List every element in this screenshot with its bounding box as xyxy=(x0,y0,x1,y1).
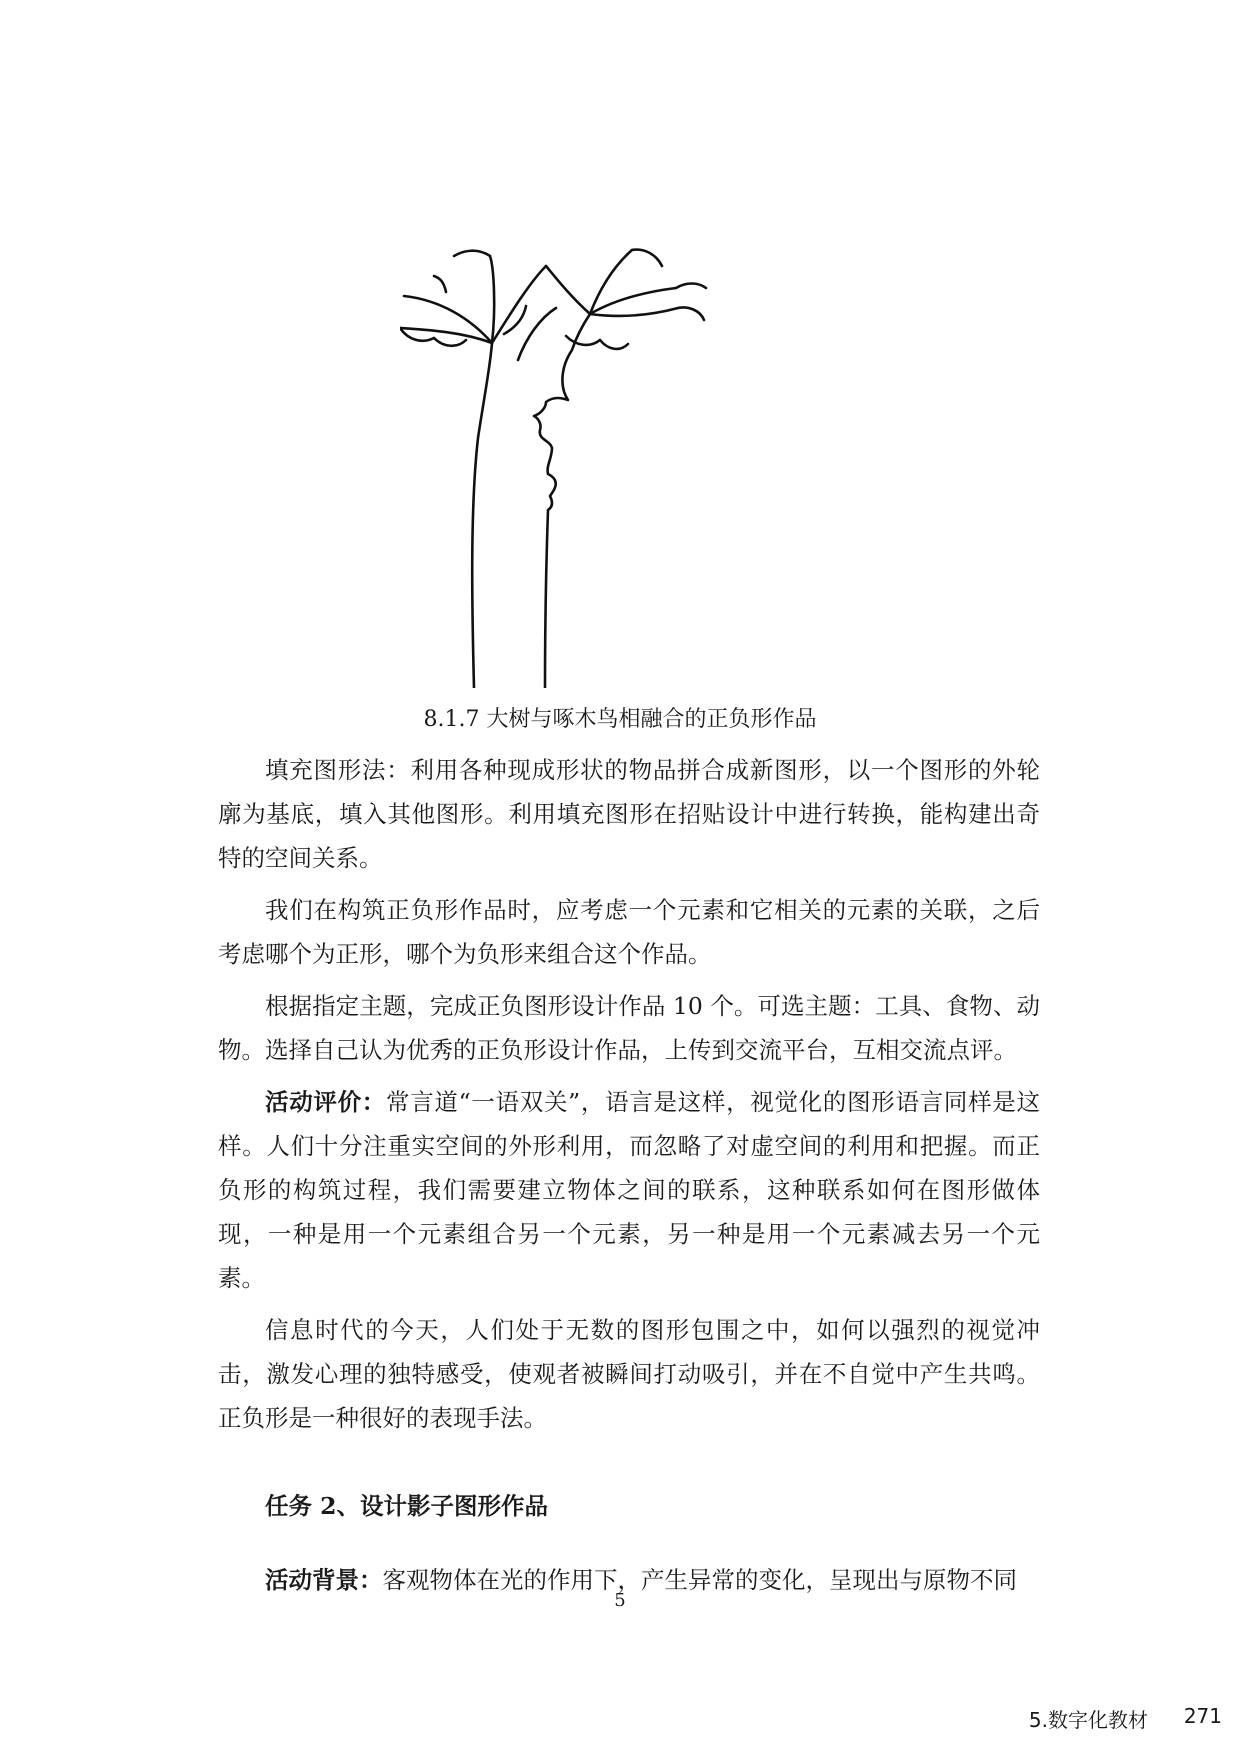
fork-center xyxy=(492,266,546,343)
footer-folio: 271 xyxy=(1183,1704,1222,1728)
trunk-left-line xyxy=(472,343,492,688)
paragraph-background: 活动背景：客观物体在光的作用下，产生异常的变化，呈现出与原物不同 xyxy=(265,1566,1017,1594)
right-main-branch xyxy=(590,288,676,314)
paragraph-information-age: 信息时代的今天，人们处于无数的图形包围之中，如何以强烈的视觉冲击，激发心理的独特感受，使观者被瞬间打动吸引，并在不自觉中产生共鸣。正负形是一种很好的表现手法。 xyxy=(218,1316,1040,1432)
footer-section-title: 5.数字化教材 xyxy=(1028,1708,1148,1732)
background-label: 活动背景： xyxy=(265,1566,383,1594)
page-number: 5 xyxy=(614,1590,626,1611)
left-main-branch xyxy=(404,296,492,343)
paragraph-assignment: 根据指定主题，完成正负图形设计作品 10 个。可选主题：工具、食物、动物。选择自己认为优秀的正负形设计作品，上传到交流平台，互相交流点评。 xyxy=(218,992,1040,1064)
figure-caption: 8.1.7 大树与啄木鸟相融合的正负形作品 xyxy=(423,707,817,732)
task-heading: 任务 2、设计影子图形作品 xyxy=(265,1492,549,1520)
trunk-right-line xyxy=(534,314,590,688)
tree-woodpecker-figure xyxy=(400,248,780,688)
paragraph-construction: 我们在构筑正负形作品时，应考虑一个元素和它相关的元素的关联，之后考虑哪个为正形，哪个为负形来组合这个作品。 xyxy=(218,896,1040,968)
tree-woodpecker-illustration xyxy=(400,248,780,688)
paragraph-fill-method: 填充图形法：利用各种现成形状的物品拼合成新图形，以一个图形的外轮廓为基底，填入其他图形。利用填充图形在招贴设计中进行转换，能构建出奇特的空间关系。 xyxy=(218,756,1040,872)
body-text xyxy=(218,748,1040,1610)
paragraph-evaluation: 活动评价：常言道“一语双关”，语言是这样，视觉化的图形语言同样是这样。人们十分注重实空间的外形利用，而忽略了对虚空间的利用和把握。而正负形的构筑过程，我们需要建立物体之间的联系，这种联系如何在图形做体现，一种是用一个元素组合另一个元素，另一种是用一个元素减去另一个元素。 xyxy=(218,1088,1041,1292)
evaluation-label: 活动评价： xyxy=(265,1088,387,1116)
